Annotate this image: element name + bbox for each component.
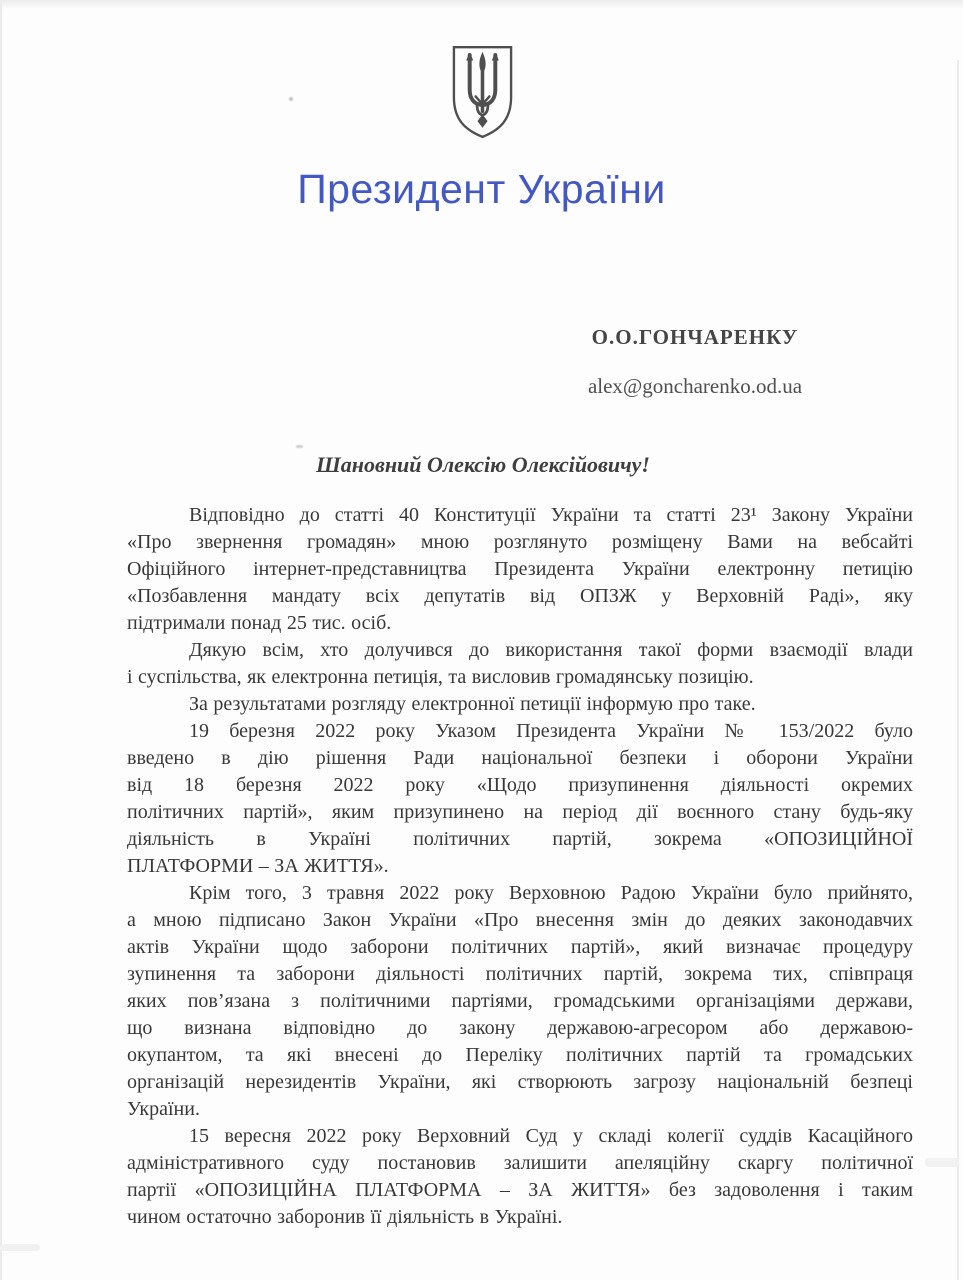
body-line: адміністративного суду постановив залишити апеляційну скаргу політичної: [127, 1152, 913, 1174]
body-line: 19 березня 2022 року Указом Президента України № 153/2022 було: [189, 720, 913, 742]
body-line: 15 вересня 2022 року Верховний Суд у складі колегії суддів Касаційного: [189, 1125, 913, 1147]
page-title: Президент України: [297, 166, 666, 212]
body-line: «Позбавлення мандату всіх депутатів від ОПЗЖ у Верховній Раді», яку: [127, 585, 913, 607]
body-line: «Про звернення громадян» мною розглянуто розміщену Вами на вебсайті: [127, 531, 913, 553]
scan-smudge: [0, 1244, 40, 1251]
body-line: партії «ОПОЗИЦІЙНА ПЛАТФОРМА – ЗА ЖИТТЯ» без задоволення і таким: [127, 1179, 913, 1201]
body-line: чином остаточно заборонив її діяльність в Україні.: [127, 1206, 563, 1228]
body-line: яких пов’язана з політичними партіями, громадськими організаціями держави,: [127, 990, 913, 1012]
body-line: діяльність в Україні політичних партій, зокрема «ОПОЗИЦІЙНОЇ: [127, 828, 913, 850]
scan-smudge: [925, 1158, 959, 1167]
body-line: За результатами розгляду електронної петиції інформую про таке.: [189, 693, 756, 715]
recipient-name: О.О.ГОНЧАРЕНКУ: [591, 325, 799, 349]
body-line: від 18 березня 2022 року «Щодо призупинення діяльності окремих: [127, 774, 913, 796]
body-line: Відповідно до статті 40 Конституції України та статті 23¹ Закону України: [189, 504, 913, 526]
recipient-email: alex@goncharenko.od.ua: [587, 374, 803, 398]
scan-edge-top: [0, 0, 963, 9]
scan-speck: [296, 445, 303, 448]
body-line: і суспільства, як електронна петиція, та висловив громадянську позицію.: [127, 666, 754, 688]
body-line: окупантом, та які внесені до Переліку політичних партій та громадських: [127, 1044, 913, 1066]
body-line: а мною підписано Закон України «Про внесення змін до деяких законодавчих: [127, 909, 913, 931]
body-line: ПЛАТФОРМИ – ЗА ЖИТТЯ».: [127, 855, 389, 877]
letter-body: [127, 502, 913, 1231]
body-line: Дякую всім, хто долучився до використання такої форми взаємодії влади: [189, 639, 913, 661]
body-line: Офіційного інтернет-представництва Президента України електронну петицію: [127, 558, 913, 580]
salutation: Шановний Олексію Олексійовичу!: [316, 452, 650, 477]
body-line: що визнана відповідно до закону державою-агресором або державою-: [127, 1017, 913, 1039]
body-line: Крім того, 3 травня 2022 року Верховною Радою України було прийнято,: [189, 882, 913, 904]
body-line: України.: [127, 1098, 200, 1120]
body-line: організацій нерезидентів України, які створюють загрозу національній безпеці: [127, 1071, 913, 1093]
body-line: політичних партій», яким призупинено на період дії воєнного стану будь-яку: [127, 801, 913, 823]
body-line: зупинення та заборони діяльності політичних партій, зокрема тих, співпраця: [127, 963, 913, 985]
scan-edge-right: [957, 60, 959, 1280]
body-line: актів України щодо заборони політичних партій», який визначає процедуру: [127, 936, 913, 958]
body-line: підтримали понад 25 тис. осіб.: [127, 612, 392, 634]
ukraine-trident-coat-of-arms-icon: [448, 42, 517, 141]
body-line: введено в дію рішення Ради національної безпеки і оборони України: [127, 747, 913, 769]
scan-speck: [289, 97, 293, 101]
